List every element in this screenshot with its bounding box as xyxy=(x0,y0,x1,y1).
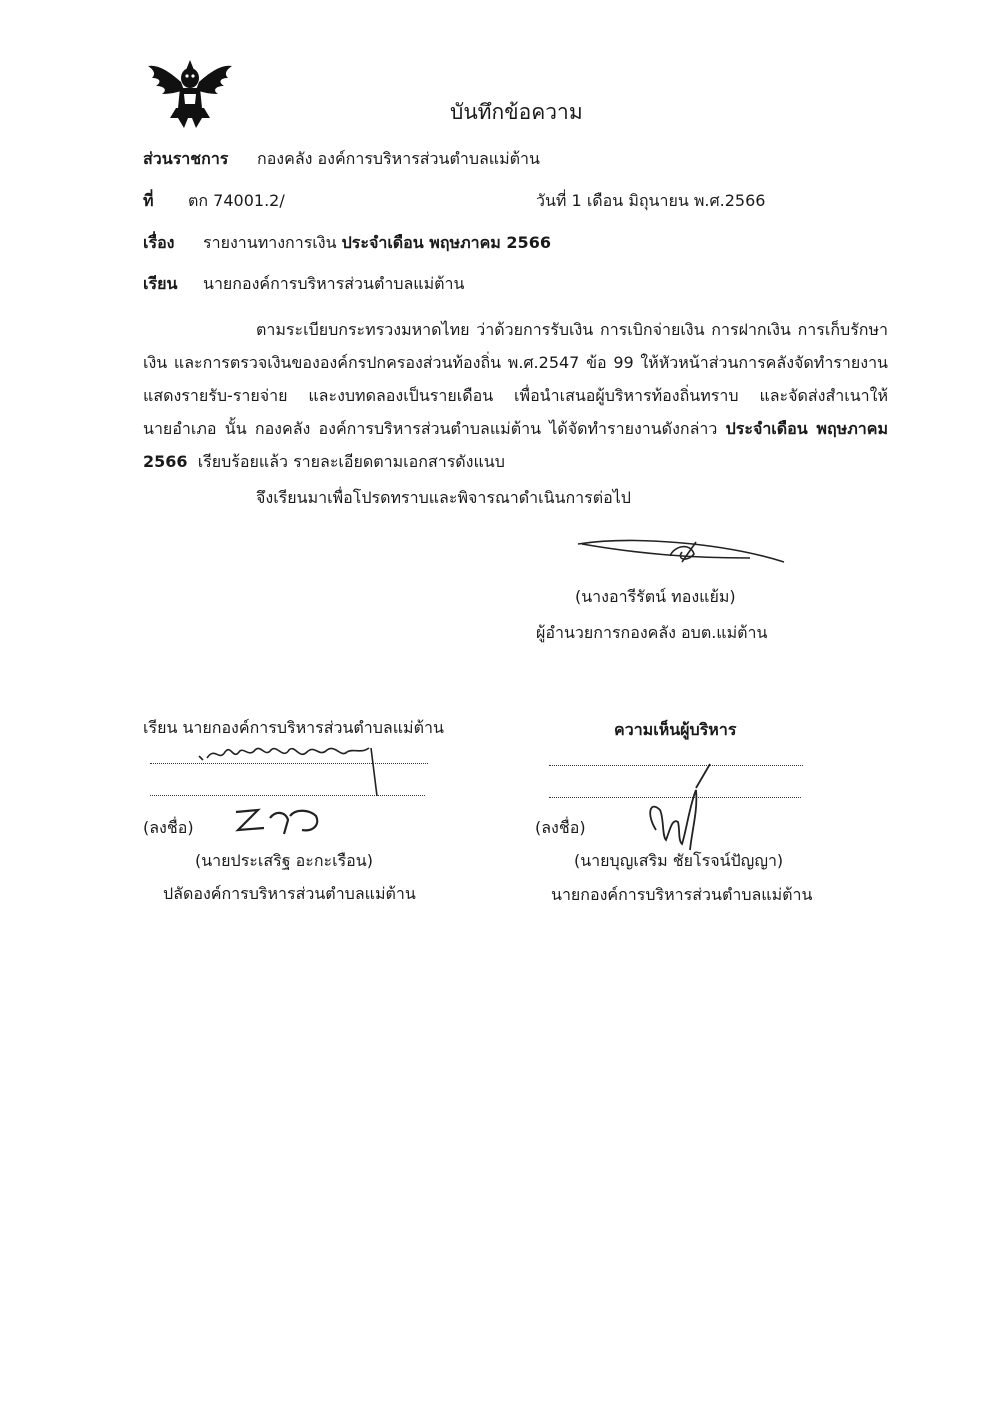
to-value: นายกองค์การบริหารส่วนตำบลแม่ต้าน xyxy=(203,274,465,293)
body-line: แสดงรายรับ-รายจ่าย และงบทดลองเป็นรายเดือน เพื่อนำเสนอผู้บริหารท้องถิ่นทราบ และจัดส่งสำเนาให้ xyxy=(143,386,888,405)
body-year: 2566 xyxy=(143,452,188,471)
right-sign-label: (ลงชื่อ) xyxy=(535,818,586,837)
right-position: นายกองค์การบริหารส่วนตำบลแม่ต้าน xyxy=(551,885,813,904)
right-heading: ความเห็นผู้บริหาร xyxy=(614,720,737,739)
date-text: วันที่ 1 เดือน มิถุนายน พ.ศ.2566 xyxy=(536,191,766,210)
agency-label: ส่วนราชการ xyxy=(143,149,229,168)
right-name: (นายบุญเสริม ชัยโรจน์ปัญญา) xyxy=(574,851,784,870)
subject-line xyxy=(203,231,551,256)
body-text: นายอำเภอ นั้น กองคลัง องค์การบริหารส่วนตำบลแม่ต้าน ได้จัดทำรายงานดังกล่าว xyxy=(143,419,718,438)
to-label: เรียน xyxy=(143,274,178,293)
closing-text: จึงเรียนมาเพื่อโปรดทราบและพิจารณาดำเนินการต่อไป xyxy=(256,488,631,507)
left-name: (นายประเสริฐ อะกะเรือน) xyxy=(195,851,373,870)
body-text: เรียบร้อยแล้ว รายละเอียดตามเอกสารดังแนบ xyxy=(197,452,505,471)
signer-name: (นางอารีรัตน์ ทองแย้ม) xyxy=(575,587,736,606)
garuda-emblem-icon xyxy=(140,52,240,130)
signature-mayor xyxy=(640,760,720,855)
body-period: ประจำเดือน พฤษภาคม xyxy=(725,419,888,438)
signature-finance-director xyxy=(570,532,790,572)
subject-period: ประจำเดือน พฤษภาคม 2566 xyxy=(341,233,551,252)
subject-label: เรื่อง xyxy=(143,233,175,252)
ref-label: ที่ xyxy=(143,191,154,210)
body-line xyxy=(143,445,888,478)
body-line xyxy=(143,412,888,445)
signer-position: ผู้อำนวยการกองคลัง อบต.แม่ต้าน xyxy=(536,623,768,642)
subject-value: รายงานทางการเงิน xyxy=(203,233,337,252)
agency-value: กองคลัง องค์การบริหารส่วนตำบลแม่ต้าน xyxy=(257,149,540,168)
left-position: ปลัดองค์การบริหารส่วนตำบลแม่ต้าน xyxy=(163,884,416,903)
ref-value: ตก 74001.2/ xyxy=(188,191,285,210)
body-paragraph xyxy=(143,313,888,478)
memo-title: บันทึกข้อความ xyxy=(450,100,583,124)
left-heading: เรียน นายกองค์การบริหารส่วนตำบลแม่ต้าน xyxy=(143,718,444,737)
left-sign-label: (ลงชื่อ) xyxy=(143,818,194,837)
handwritten-note xyxy=(195,738,385,800)
signature-deputy xyxy=(230,800,330,840)
body-line: ตามระเบียบกระทรวงมหาดไทย ว่าด้วยการรับเงิน การเบิกจ่ายเงิน การฝากเงิน การเก็บรักษา xyxy=(256,320,888,339)
body-line: เงิน และการตรวจเงินขององค์กรปกครองส่วนท้องถิ่น พ.ศ.2547 ข้อ 99 ให้หัวหน้าส่วนการคลังจัดทำรายงาน xyxy=(143,353,888,372)
